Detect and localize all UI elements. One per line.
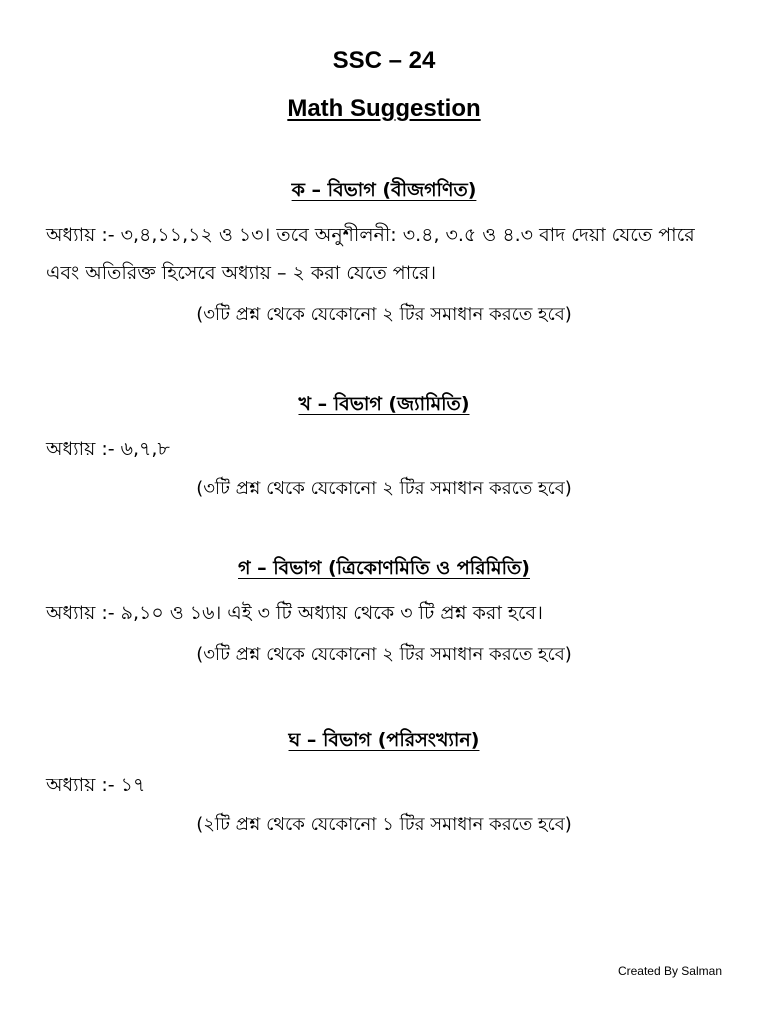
section-ga <box>0 554 768 669</box>
document-subtitle: Math Suggestion <box>287 95 481 122</box>
section-note: (২টি প্রশ্ন থেকে যেকোনো ১ টির সমাধান করতে হবে) <box>196 814 572 835</box>
section-chapters: অধ্যায় :- ১৭ <box>46 774 146 796</box>
section-chapters: অধ্যায় :- ৬,৭,৮ <box>46 438 170 460</box>
section-gha <box>0 726 768 839</box>
section-kha <box>0 390 768 503</box>
author-credit: Created By Salman <box>617 964 722 978</box>
section-heading: গ – বিভাগ (ত্রিকোণমিতি ও পরিমিতি) <box>238 557 530 579</box>
section-heading: ঘ – বিভাগ (পরিসংখ্যান) <box>288 729 480 751</box>
section-note: (৩টি প্রশ্ন থেকে যেকোনো ২ টির সমাধান করতে হবে) <box>196 304 572 325</box>
section-chapters: অধ্যায় :- ৩,৪,১১,১২ ও ১৩। তবে অনুশীলনী: ৩.৪, ৩.৫ ও ৪.৩ বাদ দেয়া যেতে পারে এবং অতিরিক্ত হিসেবে অধ্যায় – ২ করা যেতে পারে। <box>46 224 695 284</box>
section-note: (৩টি প্রশ্ন থেকে যেকোনো ২ টির সমাধান করতে হবে) <box>196 478 572 499</box>
section-chapters: অধ্যায় :- ৯,১০ ও ১৬। এই ৩ টি অধ্যায় থেকে ৩ টি প্রশ্ন করা হবে। <box>46 602 543 624</box>
section-note: (৩টি প্রশ্ন থেকে যেকোনো ২ টির সমাধান করতে হবে) <box>196 644 572 665</box>
section-heading: খ – বিভাগ (জ্যামিতি) <box>298 393 470 415</box>
document-title: SSC – 24 <box>332 47 436 74</box>
section-ka <box>0 176 768 329</box>
section-heading: ক – বিভাগ (বীজগণিত) <box>291 179 477 201</box>
